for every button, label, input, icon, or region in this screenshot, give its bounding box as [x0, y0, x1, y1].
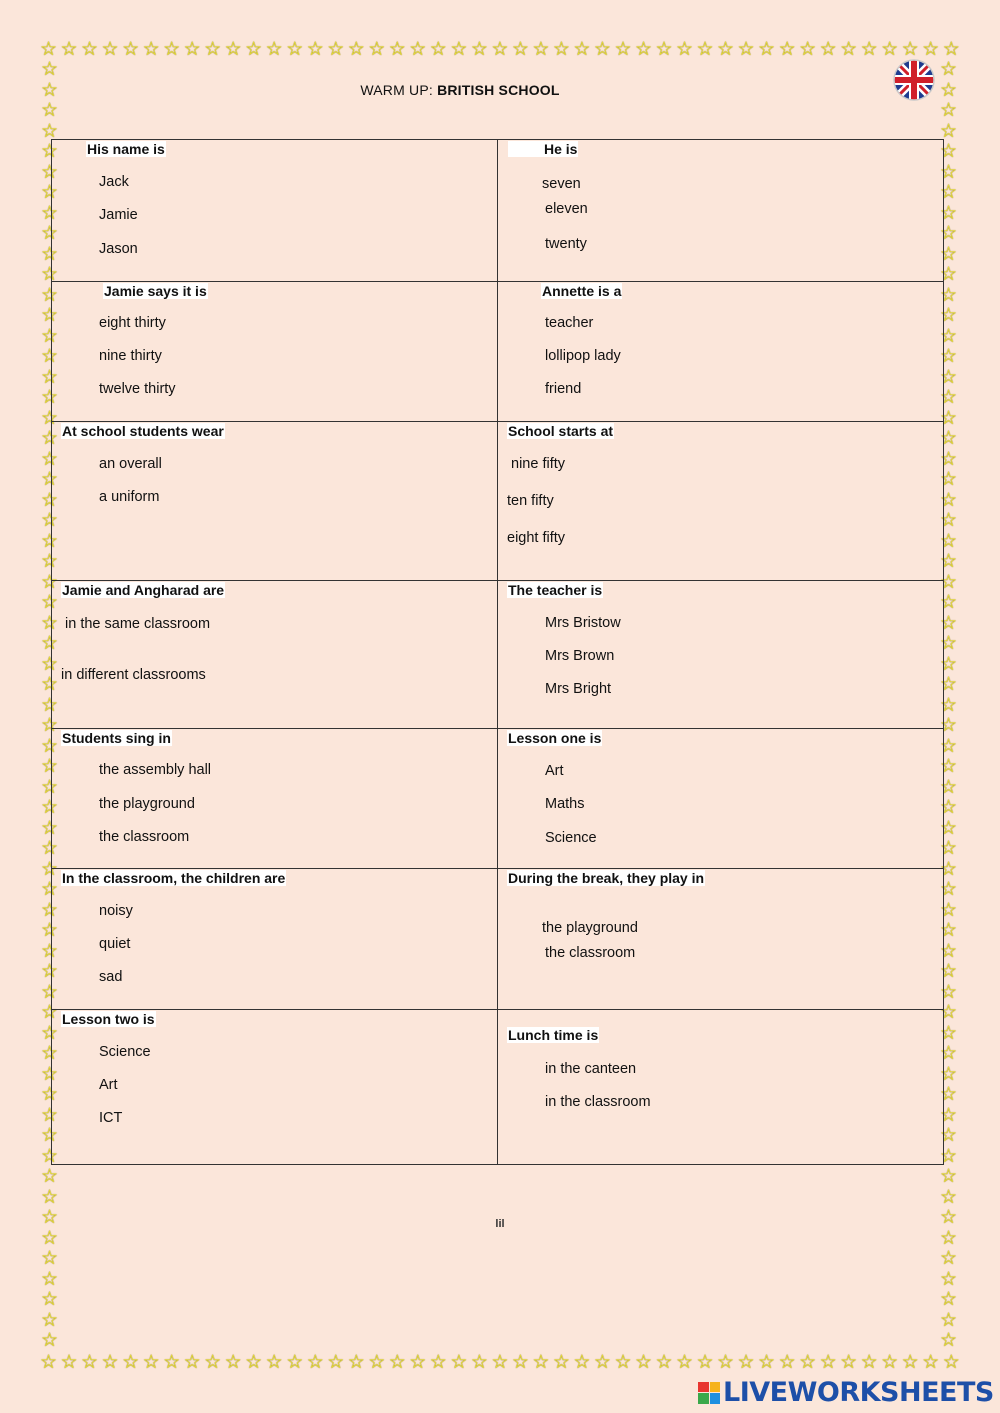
star-icon: ☆: [940, 428, 958, 449]
star-icon: ☆: [41, 1125, 59, 1146]
question: Annette is a: [542, 283, 622, 299]
quiz-cell: [498, 869, 944, 1010]
star-icon: ☆: [940, 182, 958, 203]
answer-option[interactable]: eight fifty: [507, 530, 566, 546]
quiz-cell: [498, 422, 944, 581]
quiz-cell: [52, 869, 498, 1010]
star-icon: ☆: [41, 366, 59, 388]
star-icon: ☆: [41, 879, 59, 900]
star-icon: ☆: [593, 1352, 611, 1373]
star-icon: ☆: [41, 448, 59, 470]
star-icon: ☆: [41, 510, 59, 531]
star-icon: ☆: [940, 79, 958, 101]
star-icon: ☆: [204, 39, 222, 60]
star-icon: ☆: [265, 39, 283, 60]
answer-option[interactable]: Jack: [99, 174, 129, 190]
title-bold: BRITISH SCHOOL: [437, 82, 560, 98]
star-icon: ☆: [940, 776, 958, 798]
star-icon: ☆: [532, 1352, 550, 1373]
star-icon: ☆: [614, 39, 632, 60]
star-icon: ☆: [737, 39, 755, 60]
answer-option[interactable]: in the canteen: [545, 1061, 637, 1077]
star-icon: ☆: [940, 817, 958, 839]
star-icon: ☆: [901, 1352, 919, 1373]
star-icon: ☆: [819, 1352, 837, 1373]
star-icon: ☆: [737, 1352, 755, 1373]
star-icon: ☆: [41, 858, 59, 880]
star-icon: ☆: [41, 243, 59, 265]
quiz-cell: [52, 282, 498, 422]
answer-option[interactable]: nine thirty: [99, 348, 162, 364]
footer-mark: lil: [495, 1218, 505, 1230]
star-icon: ☆: [860, 1352, 878, 1373]
star-icon: ☆: [593, 39, 611, 60]
star-icon: ☆: [41, 79, 59, 101]
star-icon: ☆: [940, 797, 958, 818]
star-icon: ☆: [41, 305, 59, 326]
star-icon: ☆: [265, 1352, 283, 1373]
star-icon: ☆: [614, 1352, 632, 1373]
star-icon: ☆: [819, 39, 837, 60]
star-icon: ☆: [940, 448, 958, 470]
answer-option[interactable]: Mrs Bright: [545, 681, 612, 697]
quiz-cell: [52, 422, 498, 581]
star-icon: ☆: [40, 1352, 58, 1373]
star-icon: ☆: [940, 284, 958, 306]
star-icon: ☆: [41, 1207, 59, 1228]
star-icon: ☆: [552, 1352, 570, 1373]
answer-option[interactable]: the classroom: [545, 945, 636, 961]
star-icon: ☆: [41, 202, 59, 224]
answer-option[interactable]: in different classrooms: [61, 667, 206, 683]
star-icon: ☆: [573, 39, 591, 60]
quiz-cell: [52, 140, 498, 282]
star-icon: ☆: [183, 39, 201, 60]
star-border-bottom: [40, 1353, 960, 1372]
answer-option[interactable]: in the same classroom: [65, 616, 211, 632]
star-icon: ☆: [940, 1043, 958, 1064]
quiz-cell: [498, 729, 944, 869]
star-icon: ☆: [224, 1352, 242, 1373]
star-icon: ☆: [60, 1352, 78, 1373]
star-icon: ☆: [41, 592, 59, 613]
star-icon: ☆: [41, 1166, 59, 1187]
star-icon: ☆: [470, 1352, 488, 1373]
star-icon: ☆: [41, 715, 59, 736]
answer-option[interactable]: ten fifty: [507, 493, 554, 509]
quiz-cell: [498, 1010, 944, 1165]
star-icon: ☆: [778, 39, 796, 60]
quiz-cell: [52, 729, 498, 869]
star-icon: ☆: [41, 428, 59, 449]
star-icon: ☆: [940, 551, 958, 572]
star-icon: ☆: [940, 899, 958, 921]
star-icon: ☆: [41, 1022, 59, 1044]
quiz-cell: [52, 1010, 498, 1165]
question: During the break, they play in: [508, 870, 705, 886]
star-icon: ☆: [122, 1352, 140, 1373]
star-icon: ☆: [40, 39, 58, 60]
question: Lesson one is: [508, 730, 602, 746]
star-icon: ☆: [840, 1352, 858, 1373]
star-icon: ☆: [552, 39, 570, 60]
star-icon: ☆: [41, 551, 59, 572]
star-icon: ☆: [940, 325, 958, 347]
star-icon: ☆: [940, 346, 958, 367]
star-icon: ☆: [368, 1352, 386, 1373]
star-icon: ☆: [940, 223, 958, 244]
star-icon: ☆: [940, 592, 958, 613]
star-icon: ☆: [41, 325, 59, 347]
star-icon: ☆: [450, 1352, 468, 1373]
star-icon: ☆: [940, 1309, 958, 1331]
question: Jamie says it is: [104, 283, 207, 299]
quiz-cell: [498, 282, 944, 422]
star-icon: ☆: [696, 1352, 714, 1373]
liveworksheets-logo-icon: [698, 1382, 720, 1404]
star-icon: ☆: [41, 59, 59, 80]
quiz-grid: [51, 139, 944, 1165]
star-icon: ☆: [940, 1002, 958, 1023]
answer-option[interactable]: teacher: [545, 315, 594, 331]
star-icon: ☆: [758, 1352, 776, 1373]
star-icon: ☆: [41, 1043, 59, 1064]
star-icon: ☆: [101, 1352, 119, 1373]
star-icon: ☆: [940, 489, 958, 511]
star-icon: ☆: [347, 1352, 365, 1373]
star-icon: ☆: [940, 1104, 958, 1126]
star-icon: ☆: [41, 674, 59, 695]
star-icon: ☆: [940, 1125, 958, 1146]
star-icon: ☆: [41, 530, 59, 552]
answer-option[interactable]: Mrs Brown: [545, 648, 615, 664]
star-icon: ☆: [573, 1352, 591, 1373]
star-icon: ☆: [940, 120, 958, 142]
star-icon: ☆: [717, 39, 735, 60]
star-icon: ☆: [675, 1352, 694, 1373]
answer-option[interactable]: Art: [545, 763, 564, 779]
star-icon: ☆: [347, 39, 365, 60]
star-icon: ☆: [940, 407, 958, 429]
star-icon: ☆: [163, 1352, 181, 1373]
star-icon: ☆: [41, 1289, 59, 1310]
star-icon: ☆: [940, 141, 958, 162]
answer-option[interactable]: noisy: [99, 903, 133, 919]
star-icon: ☆: [696, 39, 714, 60]
star-icon: ☆: [655, 1352, 673, 1373]
star-icon: ☆: [940, 981, 958, 1003]
star-icon: ☆: [142, 39, 160, 60]
star-icon: ☆: [940, 1268, 958, 1290]
star-icon: ☆: [940, 838, 958, 859]
star-icon: ☆: [940, 653, 958, 675]
star-icon: ☆: [940, 1330, 958, 1351]
liveworksheets-brand: [698, 1377, 994, 1408]
star-icon: ☆: [940, 1289, 958, 1310]
question: At school students wear: [62, 423, 224, 439]
star-icon: ☆: [940, 715, 958, 736]
star-icon: ☆: [41, 899, 59, 921]
star-icon: ☆: [922, 39, 940, 60]
star-icon: ☆: [675, 39, 694, 60]
star-icon: ☆: [41, 264, 59, 285]
question: Students sing in: [62, 730, 171, 746]
star-icon: ☆: [41, 489, 59, 511]
star-icon: ☆: [60, 39, 78, 60]
answer-option[interactable]: Science: [545, 830, 597, 846]
answer-option[interactable]: twelve thirty: [99, 381, 176, 397]
star-icon: ☆: [940, 940, 958, 962]
star-icon: ☆: [41, 469, 59, 490]
star-icon: ☆: [327, 1352, 345, 1373]
star-icon: ☆: [245, 1352, 263, 1373]
star-icon: ☆: [388, 1352, 406, 1373]
question: School starts at: [508, 423, 614, 439]
star-icon: ☆: [41, 1002, 59, 1023]
star-icon: ☆: [940, 1145, 958, 1167]
star-icon: ☆: [429, 1352, 447, 1373]
star-icon: ☆: [940, 1207, 958, 1228]
star-icon: ☆: [429, 39, 447, 60]
question: His name is: [87, 141, 165, 157]
star-icon: ☆: [409, 1352, 427, 1373]
quiz-cell: [498, 581, 944, 729]
star-icon: ☆: [940, 612, 958, 634]
star-icon: ☆: [940, 920, 958, 941]
star-border-top: [40, 40, 960, 59]
star-icon: ☆: [122, 39, 140, 60]
star-icon: ☆: [81, 39, 99, 60]
star-icon: ☆: [41, 284, 59, 306]
star-icon: ☆: [940, 366, 958, 388]
title-prefix: WARM UP:: [360, 82, 438, 98]
star-icon: ☆: [634, 1352, 652, 1373]
star-icon: ☆: [41, 838, 59, 859]
star-icon: ☆: [41, 1227, 59, 1249]
star-icon: ☆: [41, 1186, 59, 1208]
answer-option[interactable]: an overall: [99, 456, 162, 472]
star-icon: ☆: [940, 100, 958, 121]
star-icon: ☆: [511, 1352, 529, 1373]
quiz-cell: [498, 140, 944, 282]
answer-option[interactable]: Science: [99, 1044, 151, 1060]
answer-option[interactable]: seven: [542, 176, 581, 192]
question: He is: [508, 141, 578, 157]
star-icon: ☆: [41, 182, 59, 203]
answer-option[interactable]: eight thirty: [99, 315, 166, 331]
answer-option[interactable]: Jason: [99, 241, 138, 257]
star-icon: ☆: [940, 59, 958, 80]
star-icon: ☆: [41, 1145, 59, 1167]
star-icon: ☆: [491, 39, 509, 60]
star-icon: ☆: [41, 961, 59, 982]
star-icon: ☆: [286, 1352, 304, 1373]
star-icon: ☆: [758, 39, 776, 60]
star-icon: ☆: [41, 981, 59, 1003]
star-icon: ☆: [940, 510, 958, 531]
star-icon: ☆: [634, 39, 652, 60]
star-icon: ☆: [41, 223, 59, 244]
star-icon: ☆: [942, 1352, 960, 1373]
star-icon: ☆: [81, 1352, 99, 1373]
star-icon: ☆: [922, 1352, 940, 1373]
worksheet-title: [0, 79, 920, 101]
star-icon: ☆: [41, 940, 59, 962]
star-icon: ☆: [41, 694, 59, 716]
question: In the classroom, the children are: [62, 870, 286, 886]
star-icon: ☆: [450, 39, 468, 60]
star-icon: ☆: [41, 120, 59, 142]
answer-option[interactable]: Art: [99, 1077, 118, 1093]
star-icon: ☆: [41, 633, 59, 654]
star-icon: ☆: [940, 694, 958, 716]
star-icon: ☆: [940, 1186, 958, 1208]
star-icon: ☆: [940, 1227, 958, 1249]
star-icon: ☆: [224, 39, 242, 60]
star-icon: ☆: [41, 1309, 59, 1331]
answer-option[interactable]: Mrs Bristow: [545, 615, 621, 631]
star-icon: ☆: [41, 776, 59, 798]
star-icon: ☆: [940, 858, 958, 880]
star-icon: ☆: [940, 1063, 958, 1085]
star-icon: ☆: [940, 1166, 958, 1187]
answer-option[interactable]: eleven: [545, 201, 588, 217]
star-icon: ☆: [940, 961, 958, 982]
star-icon: ☆: [901, 39, 919, 60]
star-icon: ☆: [940, 530, 958, 552]
star-icon: ☆: [41, 653, 59, 675]
star-icon: ☆: [41, 100, 59, 121]
question: Lesson two is: [62, 1011, 155, 1027]
answer-option[interactable]: twenty: [545, 236, 587, 252]
answer-option[interactable]: the classroom: [99, 829, 190, 845]
star-icon: ☆: [41, 1248, 59, 1269]
answer-option[interactable]: nine fifty: [511, 456, 565, 472]
star-icon: ☆: [940, 469, 958, 490]
star-icon: ☆: [368, 39, 386, 60]
star-icon: ☆: [940, 735, 958, 757]
star-icon: ☆: [940, 879, 958, 900]
star-icon: ☆: [940, 674, 958, 695]
star-icon: ☆: [511, 39, 529, 60]
star-icon: ☆: [41, 141, 59, 162]
answer-option[interactable]: Maths: [545, 796, 585, 812]
answer-option[interactable]: the playground: [99, 796, 195, 812]
star-icon: ☆: [183, 1352, 201, 1373]
star-icon: ☆: [163, 39, 181, 60]
star-icon: ☆: [940, 161, 958, 183]
star-icon: ☆: [306, 1352, 324, 1373]
star-icon: ☆: [940, 633, 958, 654]
answer-option[interactable]: in the classroom: [545, 1094, 651, 1110]
star-icon: ☆: [41, 346, 59, 367]
star-icon: ☆: [799, 1352, 817, 1373]
star-icon: ☆: [491, 1352, 509, 1373]
star-icon: ☆: [41, 735, 59, 757]
star-icon: ☆: [940, 756, 958, 777]
question: The teacher is: [508, 582, 603, 598]
uk-flag-icon: [892, 58, 936, 102]
star-icon: ☆: [245, 39, 263, 60]
star-icon: ☆: [41, 1330, 59, 1351]
star-icon: ☆: [940, 305, 958, 326]
star-icon: ☆: [840, 39, 858, 60]
star-icon: ☆: [940, 1084, 958, 1105]
answer-option[interactable]: the playground: [542, 920, 638, 936]
star-icon: ☆: [286, 39, 304, 60]
star-icon: ☆: [860, 39, 878, 60]
star-icon: ☆: [41, 1268, 59, 1290]
star-icon: ☆: [881, 39, 899, 60]
brand-text: LIVEWORKSHEETS: [723, 1377, 994, 1408]
star-icon: ☆: [41, 920, 59, 941]
star-icon: ☆: [41, 1104, 59, 1126]
star-icon: ☆: [41, 612, 59, 634]
star-icon: ☆: [940, 264, 958, 285]
star-icon: ☆: [940, 202, 958, 224]
answer-option[interactable]: sad: [99, 969, 123, 985]
star-icon: ☆: [41, 161, 59, 183]
star-icon: ☆: [41, 387, 59, 408]
answer-option[interactable]: lollipop lady: [545, 348, 621, 364]
star-icon: ☆: [940, 1022, 958, 1044]
star-icon: ☆: [41, 817, 59, 839]
answer-option[interactable]: Jamie: [99, 207, 138, 223]
star-icon: ☆: [881, 1352, 899, 1373]
question: Jamie and Angharad are: [62, 582, 225, 598]
question: Lunch time is: [508, 1027, 599, 1043]
answer-option[interactable]: friend: [545, 381, 582, 397]
star-icon: ☆: [470, 39, 488, 60]
star-icon: ☆: [41, 797, 59, 818]
star-icon: ☆: [41, 756, 59, 777]
answer-option[interactable]: a uniform: [99, 489, 160, 505]
star-icon: ☆: [532, 39, 550, 60]
star-icon: ☆: [940, 243, 958, 265]
star-icon: ☆: [327, 39, 345, 60]
star-icon: ☆: [940, 571, 958, 593]
quiz-cell: [52, 581, 498, 729]
star-icon: ☆: [409, 39, 427, 60]
star-icon: ☆: [41, 571, 59, 593]
answer-option[interactable]: ICT: [99, 1110, 123, 1126]
star-icon: ☆: [940, 387, 958, 408]
star-icon: ☆: [204, 1352, 222, 1373]
answer-option[interactable]: quiet: [99, 936, 131, 952]
star-icon: ☆: [41, 1084, 59, 1105]
star-icon: ☆: [41, 407, 59, 429]
star-icon: ☆: [388, 39, 406, 60]
answer-option[interactable]: the assembly hall: [99, 762, 212, 778]
star-icon: ☆: [940, 1248, 958, 1269]
star-icon: ☆: [142, 1352, 160, 1373]
star-icon: ☆: [101, 39, 119, 60]
star-icon: ☆: [655, 39, 673, 60]
star-icon: ☆: [942, 39, 960, 60]
star-icon: ☆: [799, 39, 817, 60]
star-icon: ☆: [778, 1352, 796, 1373]
star-icon: ☆: [717, 1352, 735, 1373]
star-icon: ☆: [41, 1063, 59, 1085]
star-icon: ☆: [306, 39, 324, 60]
